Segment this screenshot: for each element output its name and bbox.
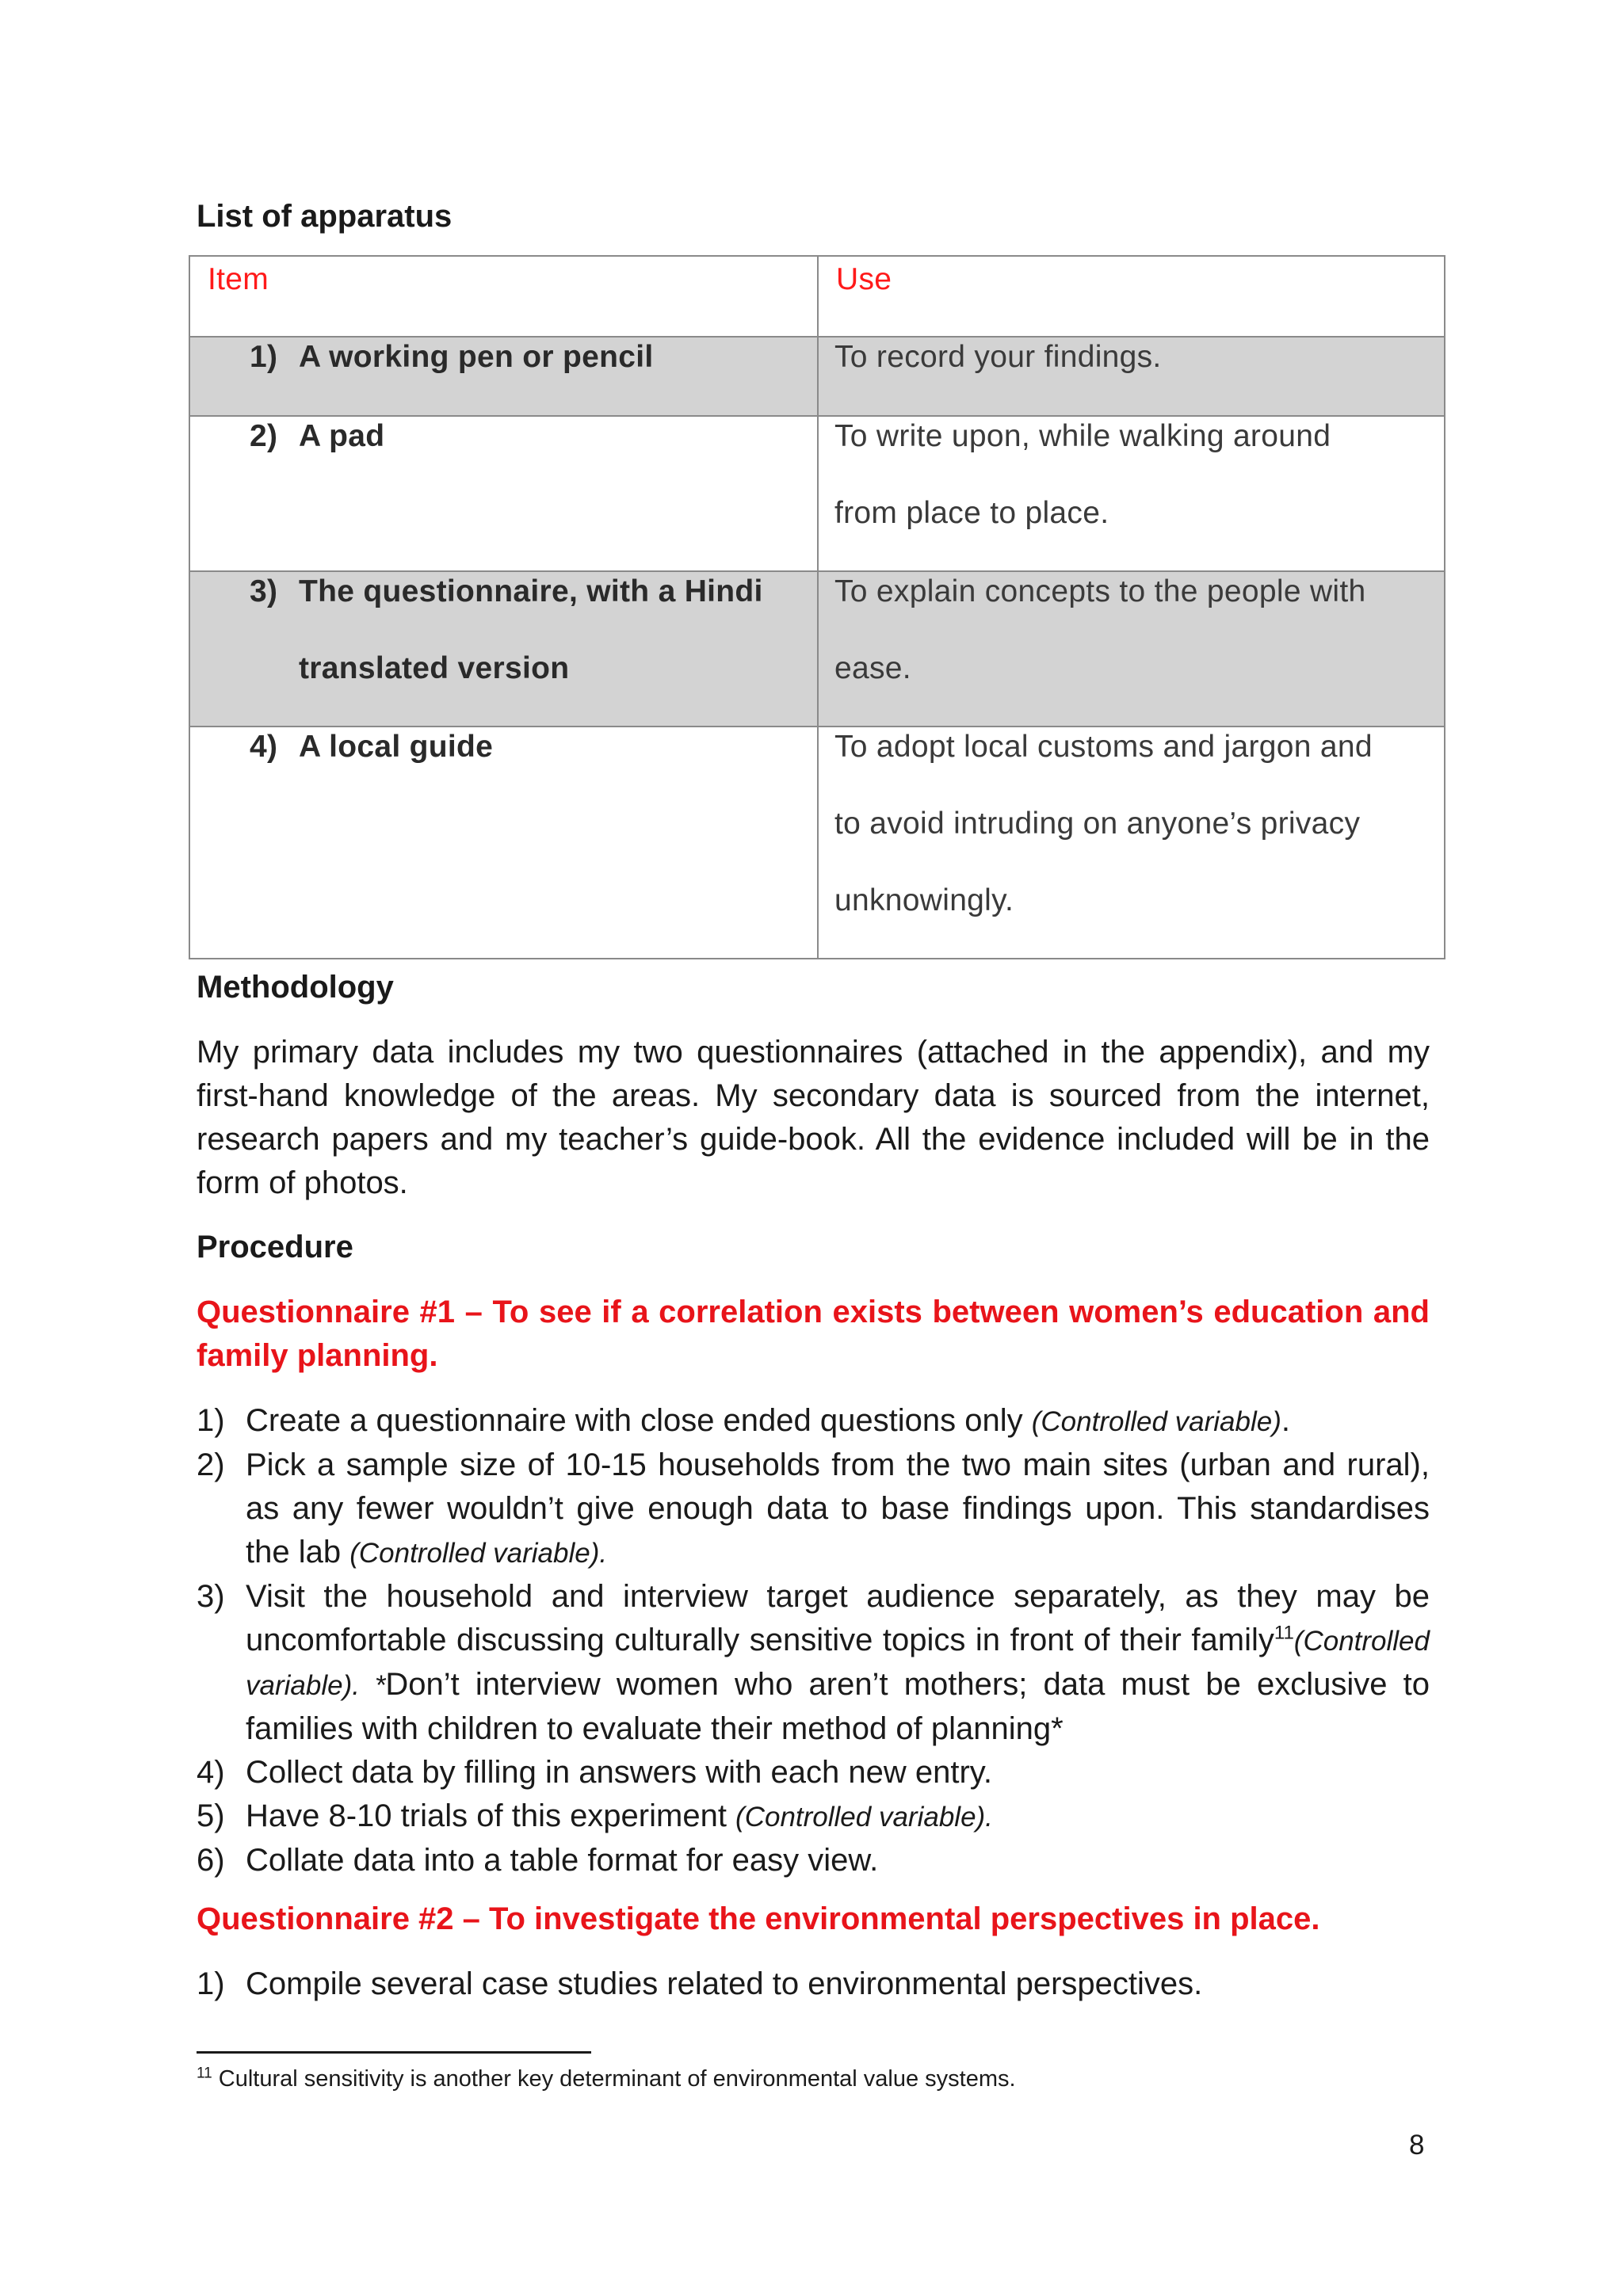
step-text-after: . (1281, 1403, 1291, 1438)
column-header-item: Item (189, 256, 818, 337)
step-number: 6) (197, 1843, 225, 1878)
item-cell (189, 727, 818, 959)
step-number: 3) (197, 1579, 225, 1614)
use-text: ease. (834, 651, 911, 685)
list-item (197, 1751, 1430, 1794)
footnote-marker: 11 (197, 2065, 212, 2082)
list-item (197, 1399, 1430, 1444)
questionnaire-1-steps (197, 1399, 1430, 1882)
step-number: 1) (197, 1403, 225, 1438)
use-text: from place to place. (834, 496, 1109, 530)
step-number: 5) (197, 1798, 225, 1833)
use-text: to avoid intruding on anyone’s privacy (834, 807, 1361, 841)
item-number: 3) (250, 574, 278, 608)
column-header-use: Use (818, 256, 1445, 337)
table-row (189, 727, 1445, 959)
step-text: Compile several case studies related to environmental perspectives. (246, 1966, 1203, 2001)
use-text: unknowingly. (834, 883, 1014, 917)
list-item (197, 1794, 1430, 1839)
item-number: 1) (250, 340, 278, 374)
apparatus-table (189, 255, 1445, 959)
item-number: 2) (250, 419, 278, 453)
step-text: Collate data into a table format for easy view. (246, 1843, 879, 1878)
questionnaire-2-steps (197, 1962, 1430, 2006)
list-item (197, 1575, 1430, 1751)
apparatus-heading: List of apparatus (197, 199, 453, 234)
use-text: To write upon, while walking around (834, 419, 1331, 453)
use-text: To adopt local customs and jargon and (834, 730, 1373, 764)
use-cell (818, 571, 1445, 727)
footnote-divider (197, 2051, 591, 2054)
controlled-variable-note: (Controlled variable) (1031, 1406, 1281, 1437)
item-text: The questionnaire, with a Hindi (299, 574, 763, 608)
list-item (197, 1962, 1430, 2006)
footnote-text: Cultural sensitivity is another key determinant of environmental value systems. (212, 2066, 1016, 2092)
item-text: translated version (299, 651, 570, 685)
use-text: To record your findings. (834, 340, 1162, 374)
item-cell (189, 571, 818, 727)
item-text: A working pen or pencil (299, 340, 654, 374)
procedure-heading: Procedure (197, 1230, 353, 1264)
item-number: 4) (250, 730, 278, 764)
table-row (189, 571, 1445, 727)
item-cell (189, 416, 818, 571)
list-item (197, 1839, 1430, 1882)
step-text: Have 8-10 trials of this experiment (246, 1798, 736, 1833)
use-text: To explain concepts to the people with (834, 574, 1366, 608)
footnote (197, 2063, 1016, 2095)
questionnaire-2-heading: Questionnaire #2 – To investigate the environmental perspectives in place. (197, 1901, 1320, 1936)
step-text: Visit the household and interview target audience separately, as they may be uncomfortable discussing culturally sensitive topics in front of their family (246, 1579, 1430, 1657)
controlled-variable-note: (Controlled variable). (349, 1538, 608, 1569)
item-text: A local guide (299, 730, 494, 764)
step-text-after: Don’t interview women who aren’t mothers; data must be exclusive to families with children to evaluate their method of planning* (246, 1667, 1430, 1746)
step-number: 1) (197, 1966, 225, 2001)
list-item (197, 1444, 1430, 1575)
step-text: Create a questionnaire with close ended questions only (246, 1403, 1032, 1438)
controlled-variable-note: (Controlled variable). * (246, 1626, 1430, 1701)
use-cell (818, 727, 1445, 959)
questionnaire-1-heading: Questionnaire #1 – To see if a correlation exists between women’s education and family planning. (197, 1295, 1430, 1373)
use-cell (818, 416, 1445, 571)
item-text: A pad (299, 419, 385, 453)
step-text: Collect data by filling in answers with each new entry. (246, 1755, 992, 1790)
methodology-paragraph: My primary data includes my two questionnaires (attached in the appendix), and my first-hand knowledge of the areas. My secondary data is sourced from the internet, research papers and my teacher’s guide-book. All the evidence included will be in the form of photos. (197, 1035, 1430, 1200)
methodology-heading: Methodology (197, 970, 394, 1005)
step-number: 4) (197, 1755, 225, 1790)
table-row (189, 416, 1445, 571)
step-number: 2) (197, 1447, 225, 1482)
step-text: Pick a sample size of 10-15 households from the two main sites (urban and rural), as any fewer wouldn’t give enough data to base findings upon. This standardises the lab (246, 1447, 1430, 1569)
page-number: 8 (1409, 2130, 1425, 2161)
controlled-variable-note: (Controlled variable). (735, 1802, 993, 1833)
footnote-reference: 11 (1274, 1622, 1294, 1644)
